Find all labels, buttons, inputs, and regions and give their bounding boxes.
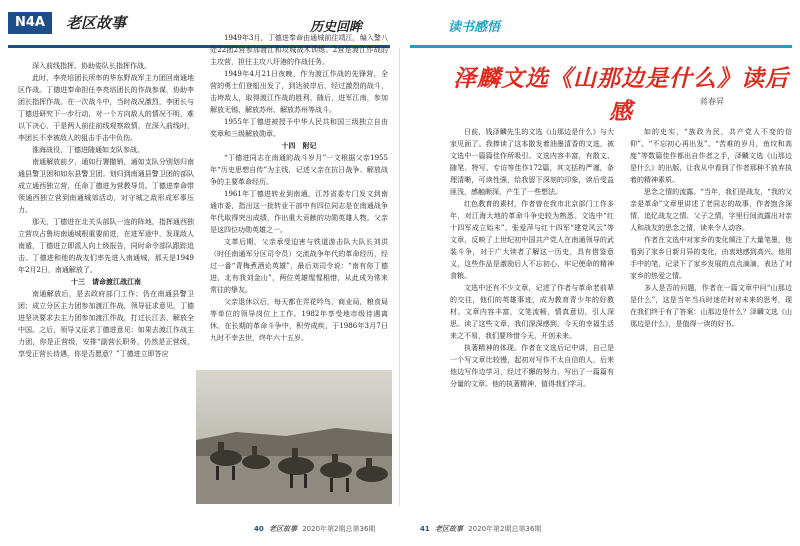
paragraph: 父亲退休以后，每天都在弄花吟鸟，商业局，粮食局等单位的领导岗位上工作。1982年享受地市级待遇离休。在长期的革命斗争中，积劳成疾，于1986年3月7日九时不幸去世，终年六十五岁。 — [210, 298, 388, 342]
section-heading: 十四 附记 — [281, 141, 317, 150]
paragraph: “丁德进同志在南通的战斗岁月”一文根据父亲1955年“历史思想自传”为主线，记述父亲在抗日战争、解放战争的主要革命经历。 — [210, 154, 388, 186]
page-number: 41 — [420, 525, 430, 533]
paragraph: 1949年3月，丁德进奉命由通城前往靖江，编入警八处22团2营参加渡江和攻城战术训练。2营是渡江作战的主攻营，担任主攻八圩港的作战任务。 — [210, 34, 388, 66]
paragraph: 那天，丁德进在北关头部队一连的阵地，指挥通西独立营攻占鲁坊南通城根重要前进，在进军途中，发现敌人南遁，丁德进立即派人向上级报告，同时命令部队跟踪追击。丁德进和他的战友们率先进入南通城，那天是1949年2月2日，南通解放了。 — [18, 218, 194, 274]
paragraph: 思念之情的流露。“当年，我们是战友，“我的父亲是革命”文章里讲述了老同志的故事，作者饱含深情，追忆战友之情、父子之情，字里行间流露出对亲人和战友的思念之情，读来令人动容。 — [630, 188, 792, 232]
header-rule-right — [410, 45, 792, 48]
section-label-left: 历史回眸 — [310, 20, 363, 35]
issue-label: 2020年第2期总第36期 — [302, 525, 376, 533]
magazine-badge: N4A — [8, 12, 52, 34]
article-author: 蒋春昇 — [700, 97, 724, 106]
paragraph: 南通解放后，是去政府部门工作；仍在南通县警卫团；成立分区主力团参加渡江作战，领导征求意见，丁德进坚决要求去主力团参加渡江作战，打过长江去，解放全中国。之后，领导又征求丁德进意见：如果去渡江作战主力团，你是正营级，安排“副营长职务，仍然是正营级，享受正营长待遇，你是否愿意？”丁德进立即答应 — [18, 290, 194, 358]
paragraph: 此时，李亮培团长所率的华东野战军主力团回南通地区作战。丁德进奉命担任李亮培团长的作战参谋，协助李团长指挥作战。在一次战斗中，当时战况激烈，李团长与丁德进研究下一步行动，对一个方向敌人的情况不明，难以下决心，于是两人前往前线观察敌情，在深入前线时，李团长不幸被敌人的狙击手击中负伤。 — [18, 74, 194, 142]
paragraph: 文选中还有不少文章，记述了作者与革命老前辈的交往，他们的英雄事迹，成为教育青少年的好教材。文章内容丰富，文笔流畅，情真意切，引人深思。读了这些文章，我们深深感到，今天的幸福生活来之不易，我们要珍惜今天，开创未来。 — [450, 284, 614, 340]
page-header — [0, 8, 800, 48]
paragraph: 深入前线指挥，协助姿队长指挥作战。 — [32, 62, 151, 70]
paragraph: 多人是否的问题，作者在一篇文章中问“山那边是什么”，这是当年当兵时迷茫时对未来的思考，现在我们终于有了答案：山那边是什么？泽麟文选《山那边是什么》，是值得一读的好书。 — [630, 284, 792, 328]
section-label-right: 读书感悟 — [448, 20, 501, 35]
page-number: 40 — [254, 525, 264, 533]
paragraph: 执著精神的体现。作者在文选后记中讲，自己是一个写文章比较慢，起初对写作不太自信的人，后来他边写作边学习，经过不懈的努力，写出了一篇篇有分量的文章。他的执著精神，值得我们学习。 — [450, 344, 614, 388]
issue-label: 2020年第2期总第36期 — [468, 525, 542, 533]
footer-left — [254, 524, 375, 534]
footer-magazine-name: 老区故事 — [434, 525, 463, 533]
paragraph: 文革后期，父亲承受迫害与铁道游击队大队长刘洪（时任南通军分区司令员）交流战争年代的革命经历，经过一番“青梅煮酒论英雄”，最后刘司令说：“南有你丁德进，北有我刘金山”，两位英雄惺惺相惜，从此成为常来常往的挚友。 — [210, 238, 388, 294]
paragraph: 1961年丁德进转业到南通，江苏省委专门发文到南通市委，指出这一批转业干部中有四位同志是在南通战争年代取得突出成绩，作出重大贡献的功勋英雄人物。父亲是这四位功勋英雄之一。 — [210, 190, 388, 234]
magazine-name: 老区故事 — [66, 14, 127, 32]
paragraph: 如的史实，“族政为民，共产党人不变的信仰”、“不忘初心再出发”、“苦难的岁月，鱼坟和高度”等数篇佳作都出自作者之手，泽麟文选《山那边是什么》的出版，让我从中看到了作者那种不放弃执着的精神素质。 — [630, 128, 792, 184]
left-column-2 — [210, 32, 388, 366]
right-column-2 — [630, 126, 792, 510]
paragraph: 红色教育的素材，作者曾在我市北京部门工作多年，对江海大地的革命斗争史较为熟悉。文选中“红十四军成立始末”、张爱萍与红十四军“建党风云”等文章，反映了上世纪初中国共产党人在南通领导的武装斗争，对于广大读者了解这一历史，具有借鉴意义，这些作品是激励后人不忘初心、牢记使命的精神食粮。 — [450, 200, 614, 280]
left-column-1 — [18, 60, 194, 456]
page-gutter — [399, 48, 400, 506]
footer-right — [420, 524, 541, 534]
paragraph: 1949年4月21日夜晚，作为渡江作战的先锋营，全营的勇士们登船出发了，到达彼岸后，经过激烈的战斗，击垮敌人，取得渡江作战的胜利，随后，进军江南，参加解放无锡、解放苏州、解放苏州等战斗。 — [210, 70, 388, 114]
paragraph: 作者在文选中对家乡的变化倾注了大量笔墨，他看到了家乡日新月异的变化，由衷地感到高兴。他用手中的笔，记录下了家乡发展的点点滴滴，表达了对家乡的热爱之情。 — [630, 236, 792, 280]
paragraph: 1955年丁德进被授予中华人民共和国三级独立自由奖章和三级解放勋章。 — [210, 118, 388, 138]
footer-magazine-name: 老区故事 — [268, 525, 297, 533]
paragraph: 南通解放前夕，通如行署撤销，通如支队分别划归南通县警卫团和如东县警卫团。划归到南通县警卫团的部队成立通西独立营，任命丁德进为营教导员。丁德进奉命带领通西独立营到南通城郊活动，对守城之敌形成军事压力。 — [18, 158, 194, 214]
article-title: 泽麟文选《山那边是什么》读后感 — [453, 65, 789, 125]
section-heading: 十三 请命渡江战江南 — [71, 277, 141, 286]
historical-photo — [196, 370, 392, 504]
paragraph: 淮海战役，丁德进随通如支队参战。 — [32, 146, 144, 154]
right-column-1 — [450, 126, 614, 510]
paragraph: 日前，钱泽麟先生的文选《山那边是什么》与大家见面了。我捧读了这本散发着油墨清香的文选，被文选中一篇篇佳作所吸引。文选内容丰富，有散文、随笔、特写、专访等佳作172篇，其文括构严谨，条理清晰，可读性强，给我留下深刻的印象，读后受益匪浅，感触颇深，产生了一些想法。 — [450, 128, 614, 196]
